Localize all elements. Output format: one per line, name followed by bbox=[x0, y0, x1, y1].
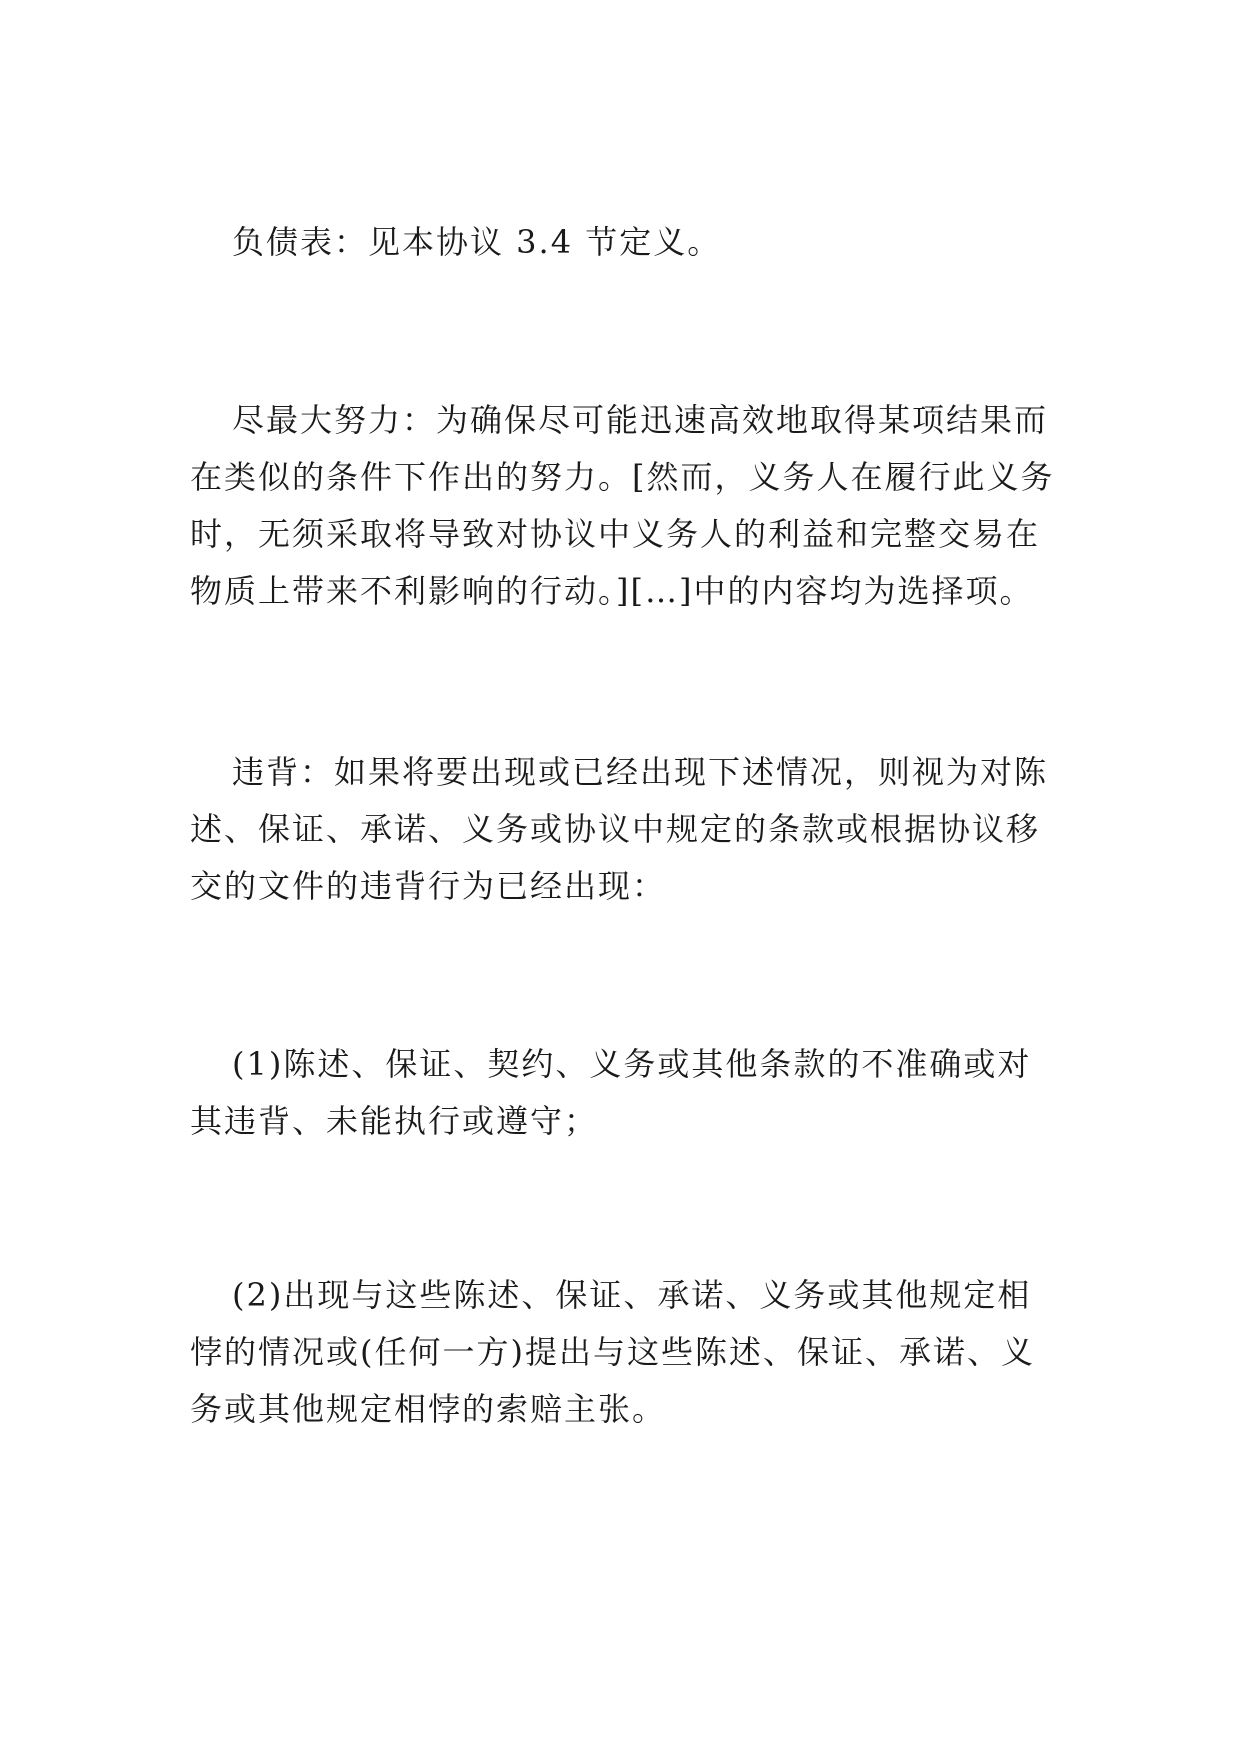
breach-clause-2: (2)出现与这些陈述、保证、承诺、义务或其他规定相悖的情况或(任何一方)提出与这些陈述、保证、承诺、义务或其他规定相悖的索赔主张。 bbox=[190, 1276, 1035, 1428]
definition-liabilities: 负债表：见本协议 3.4 节定义。 bbox=[232, 223, 722, 261]
definition-best-efforts: 尽最大努力：为确保尽可能迅速高效地取得某项结果而在类似的条件下作出的努力。[然而，义务人在履行此义务时，无须采取将导致对协议中义务人的利益和完整交易在物质上带来不利影响的行动。][…]中的内容均为选择项。 bbox=[190, 401, 1055, 610]
definition-breach: 违背：如果将要出现或已经出现下述情况，则视为对陈述、保证、承诺、义务或协议中规定的条款或根据协议移交的文件的违背行为已经出现： bbox=[190, 753, 1049, 905]
breach-clause-1: (1)陈述、保证、契约、义务或其他条款的不准确或对其违背、未能执行或遵守； bbox=[190, 1045, 1032, 1140]
